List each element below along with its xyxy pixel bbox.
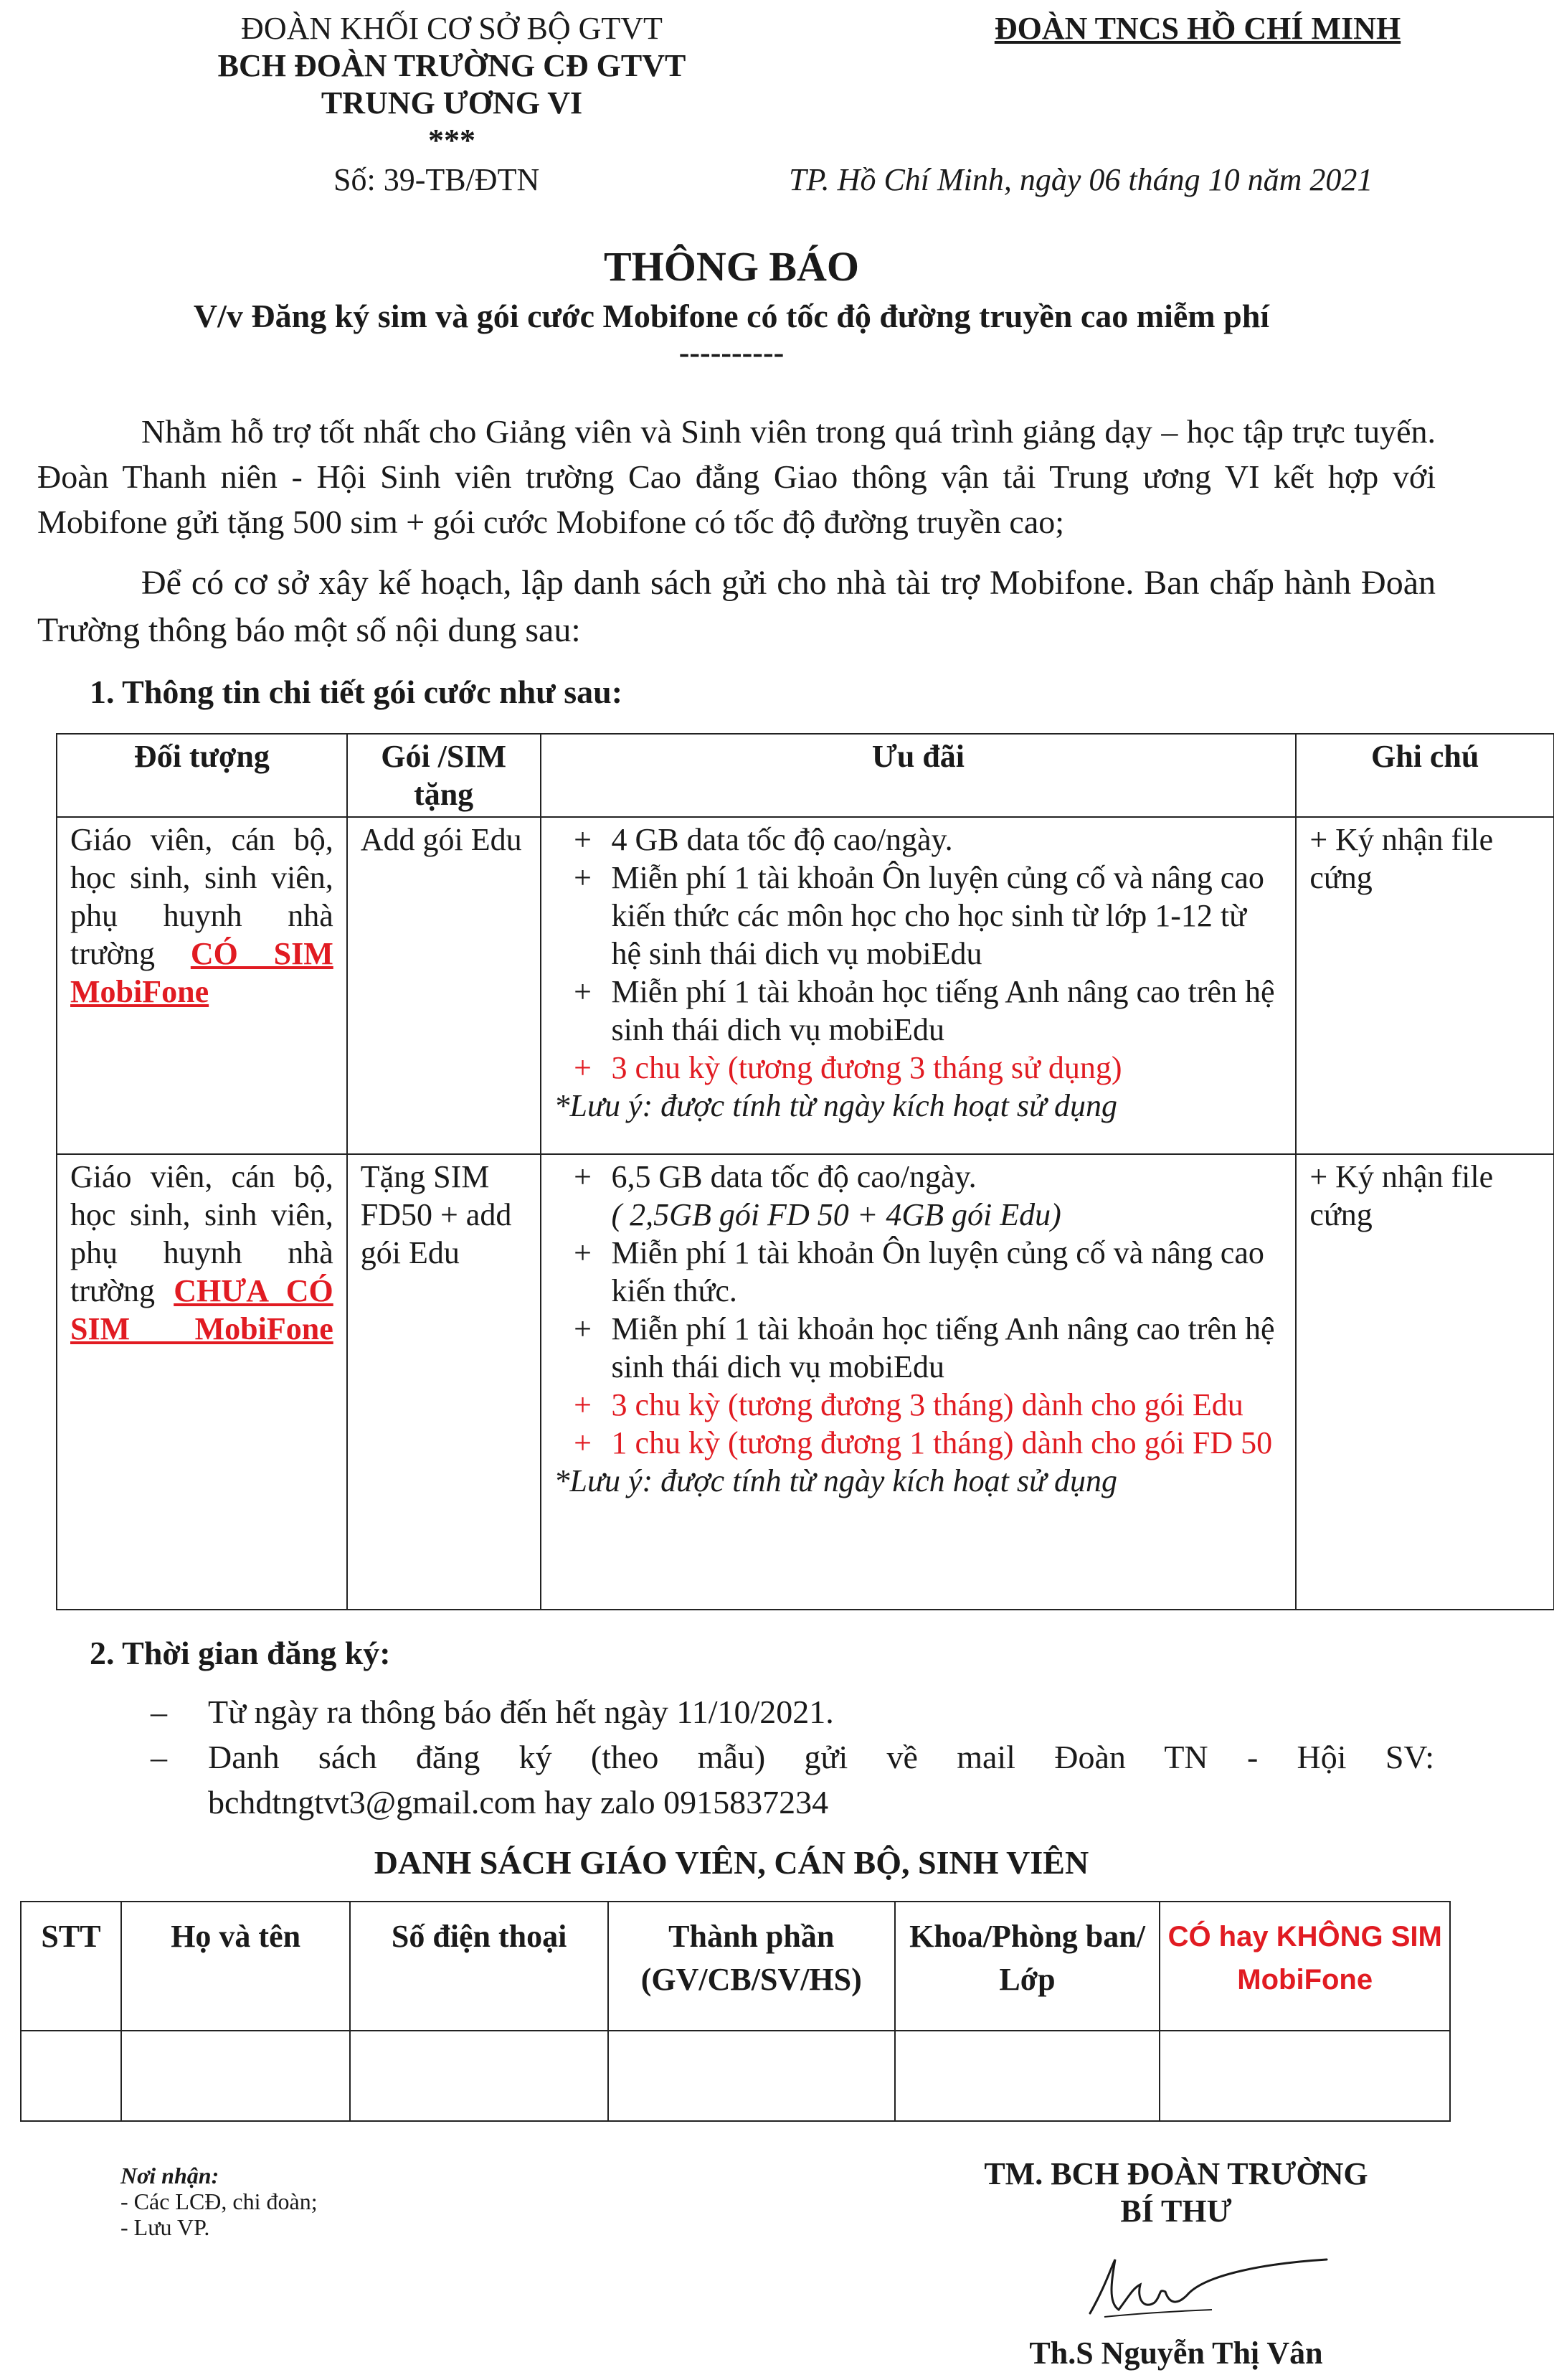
package-table [56, 733, 1554, 1610]
remark-cell: + Ký nhận file cứng [1296, 1154, 1554, 1610]
issuer-line-3: TRUNG ƯƠNG VI [321, 85, 583, 121]
benefit-item [554, 973, 1283, 1049]
paragraph-1 [37, 409, 1436, 544]
signer-name: Th.S Nguyễn Thị Vân [1029, 2336, 1323, 2371]
paragraph-2-text: Để có cơ sở xây kế hoạch, lập danh sách gửi cho nhà tài trợ Mobifone. Ban chấp hành Đoàn Trường thông báo một số nội dung sau: [37, 564, 1436, 649]
benefit-item [554, 1234, 1283, 1310]
table-row [21, 2031, 1450, 2121]
section-2-heading: 2. Thời gian đăng ký: [90, 1635, 391, 1671]
plus-icon: + [574, 1425, 592, 1460]
list-item [151, 1734, 1434, 1825]
table-row [57, 817, 1554, 1154]
table-cell [608, 2031, 895, 2121]
header-full-name: Họ và tên [121, 1902, 350, 2031]
header-sim-status: CÓ hay KHÔNG SIM MobiFone [1160, 1902, 1450, 2031]
recipients [120, 2163, 318, 2240]
plus-icon: + [574, 1311, 592, 1346]
separator: ---------- [678, 335, 785, 370]
dash-icon: – [151, 1739, 167, 1775]
benefit-text: Miễn phí 1 tài khoản học tiếng Anh nâng cao trên hệ sinh thái dich vụ mobiEdu [611, 1311, 1275, 1384]
benefits-cell [541, 1154, 1297, 1610]
signature-title: TM. BCH ĐOÀN TRƯỜNG [984, 2156, 1368, 2191]
target-highlight: CHƯA CÓ SIM MobiFone [70, 1273, 333, 1346]
plus-icon: + [574, 1387, 592, 1422]
benefit-item [554, 1386, 1283, 1424]
benefit-text: 1 chu kỳ (tương đương 1 tháng) dành cho gói FD 50 [611, 1425, 1273, 1460]
handwritten-signature [1061, 2245, 1348, 2331]
document-title: THÔNG BÁO [603, 243, 860, 290]
list-item-contact: bchdtngtvt3@gmail.com hay zalo 0915837234 [208, 1784, 829, 1821]
paragraph-1-text: Nhằm hỗ trợ tốt nhất cho Giảng viên và Sinh viên trong quá trình giảng dạy – học tập trực tuyến. Đoàn Thanh niên - Hội Sinh viên trường Cao đẳng Giao thông vận tải Trung ương VI kết hợp với Mobifone gửi tặng 500 sim + gói cước Mobifone có tốc độ đường truyền cao; [37, 413, 1436, 540]
list-item [151, 1689, 1434, 1734]
target-highlight: CÓ SIM MobiFone [70, 936, 333, 1009]
target-text: Giáo viên, cán bộ, học sinh, sinh viên, phụ huynh nhà trường [70, 822, 333, 971]
benefit-text: 3 chu kỳ (tương đương 3 tháng sử dụng) [611, 1050, 1122, 1085]
registration-table [20, 1901, 1451, 2122]
header-stt: STT [21, 1902, 121, 2031]
issuer-line-1: ĐOÀN KHỐI CƠ SỞ BỘ GTVT [241, 11, 663, 46]
table-row [57, 1154, 1554, 1610]
signature-block [932, 2155, 1420, 2230]
target-text: Giáo viên, cán bộ, học sinh, sinh viên, phụ huynh nhà trường [70, 1159, 333, 1308]
header-remark: Ghi chú [1296, 734, 1554, 817]
package-table-header [57, 734, 1554, 817]
issuer-block [172, 10, 731, 159]
benefit-text: ( 2,5GB gói FD 50 + 4GB gói Edu) [611, 1197, 1061, 1232]
benefit-text: 6,5 GB data tốc độ cao/ngày. [611, 1159, 977, 1194]
issuer-line-2: BCH ĐOÀN TRƯỜNG CĐ GTVT [217, 48, 686, 83]
header-package: Gói /SIM tặng [347, 734, 541, 817]
plus-icon: + [574, 860, 592, 895]
registration-time-list [151, 1689, 1434, 1825]
list-item-text: Từ ngày ra thông báo đến hết ngày 11/10/2021. [208, 1694, 834, 1730]
list-title: DANH SÁCH GIÁO VIÊN, CÁN BỘ, SINH VIÊN [374, 1844, 1089, 1881]
benefit-text: Miễn phí 1 tài khoản Ôn luyện củng cố và nâng cao kiến thức. [611, 1235, 1264, 1308]
benefit-text: 4 GB data tốc độ cao/ngày. [611, 822, 953, 857]
benefit-item [554, 1310, 1283, 1386]
issuer-stars: *** [428, 123, 475, 158]
header-phone: Số điện thoại [350, 1902, 607, 2031]
package-cell: Tặng SIM FD50 + add gói Edu [347, 1154, 541, 1610]
organization-title: ĐOÀN TNCS HỒ CHÍ MINH [994, 11, 1401, 46]
benefit-item [554, 1049, 1283, 1087]
document-number: Số: 39-TB/ĐTN [333, 162, 540, 197]
target-cell [57, 817, 347, 1154]
section-1-heading: 1. Thông tin chi tiết gói cước như sau: [90, 674, 623, 710]
document-subtitle: V/v Đăng ký sim và gói cước Mobifone có tốc độ đường truyền cao miễm phí [193, 298, 1270, 334]
plus-icon: + [574, 974, 592, 1009]
header-department: Khoa/Phòng ban/ Lớp [895, 1902, 1160, 2031]
benefit-item [554, 1158, 1283, 1196]
header-role: Thành phần (GV/CB/SV/HS) [608, 1902, 895, 2031]
benefit-item [554, 1424, 1283, 1462]
list-item-text: Danh sách đăng ký (theo mẫu) gửi về mail Đoàn TN - Hội SV: [208, 1739, 1434, 1775]
remark-cell: + Ký nhận file cứng [1296, 817, 1554, 1154]
benefits-cell [541, 817, 1297, 1154]
benefit-item [554, 859, 1283, 973]
benefit-text: 3 chu kỳ (tương đương 3 tháng) dành cho gói Edu [611, 1387, 1243, 1422]
paragraph-2 [37, 559, 1436, 654]
table-cell [895, 2031, 1160, 2121]
benefit-note: *Lưu ý: được tính từ ngày kích hoạt sử dụng [554, 1088, 1118, 1123]
plus-icon: + [574, 1235, 592, 1270]
header-target: Đối tượng [57, 734, 347, 817]
benefit-item [554, 821, 1283, 859]
package-cell: Add gói Edu [347, 817, 541, 1154]
document-date: TP. Hồ Chí Minh, ngày 06 tháng 10 năm 2021 [789, 162, 1373, 197]
benefit-text: Miễn phí 1 tài khoản Ôn luyện củng cố và nâng cao kiến thức các môn học cho học sinh từ lớp 1-12 từ hệ sinh thái dich vụ mobiEdu [611, 860, 1264, 971]
recipients-label: Nơi nhận: [120, 2163, 219, 2188]
table-cell [121, 2031, 350, 2121]
dash-icon: – [151, 1694, 167, 1730]
plus-icon: + [574, 1159, 592, 1194]
target-cell [57, 1154, 347, 1610]
recipient-item: - Lưu VP. [120, 2214, 210, 2240]
benefit-note: *Lưu ý: được tính từ ngày kích hoạt sử dụng [554, 1463, 1118, 1498]
plus-icon: + [574, 822, 592, 857]
signature-role: BÍ THƯ [1120, 2194, 1232, 2229]
registration-table-header [21, 1902, 1450, 2031]
plus-icon: + [574, 1050, 592, 1085]
table-cell [350, 2031, 607, 2121]
header-benefits: Ưu đãi [541, 734, 1297, 817]
recipient-item: - Các LCĐ, chi đoàn; [120, 2188, 318, 2214]
table-cell [21, 2031, 121, 2121]
table-cell [1160, 2031, 1450, 2121]
benefit-item [554, 1196, 1283, 1234]
benefit-text: Miễn phí 1 tài khoản học tiếng Anh nâng cao trên hệ sinh thái dich vụ mobiEdu [611, 974, 1275, 1047]
benefit-marker [554, 1196, 612, 1234]
